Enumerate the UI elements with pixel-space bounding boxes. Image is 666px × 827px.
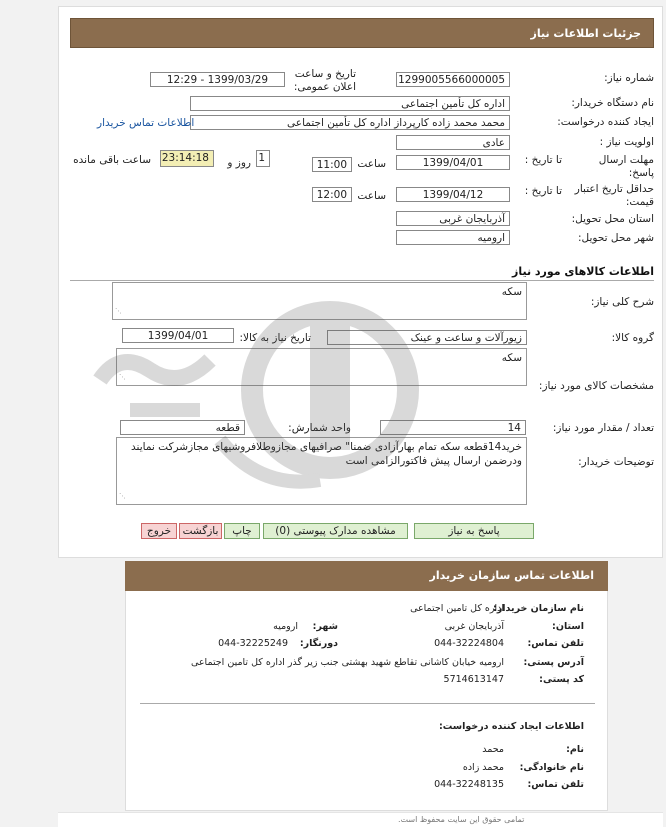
- priority-label: اولویت نیاز :: [599, 136, 654, 148]
- quantity-field: 14: [380, 420, 526, 435]
- summary-text: سکه: [501, 286, 522, 298]
- contact-card: [125, 561, 608, 811]
- address-value: ارومیه خیابان کاشانی تقاطع شهید بهشتی جنب زیر گذر اداره کل تامین اجتماعی: [190, 657, 504, 668]
- validity-time-field: 12:00: [312, 187, 352, 202]
- attachments-button[interactable]: مشاهده مدارک پیوستی (0): [263, 523, 408, 539]
- buyer-org-field: اداره کل تأمین اجتماعی: [190, 96, 510, 111]
- send-time-label: ساعت: [357, 158, 386, 170]
- resize-grip-icon[interactable]: ⋰: [119, 492, 126, 500]
- quantity-label: تعداد / مقدار مورد نیاز:: [552, 422, 654, 434]
- buyer-notes-label: توضیحات خریدار:: [578, 456, 654, 468]
- last-name-value: محمد زاده: [462, 762, 504, 773]
- contact-divider: [140, 703, 595, 704]
- buyer-notes-text: خرید14قطعه سکه تمام بهارآزادی ضمنا" صرافیهای مجازوطلافروشیهای مجازشرکت نمایند ودرضمن ارسال پیش فاکتورالزامی است: [131, 441, 522, 467]
- page-header: جزئیات اطلاعات نیاز: [70, 18, 654, 48]
- goods-group-label: گروه کالا:: [611, 332, 654, 344]
- back-button[interactable]: بازگشت: [179, 523, 222, 539]
- goods-group-field: زیورآلات و ساعت و عینک: [327, 330, 527, 345]
- phone-label: تلفن تماس:: [527, 638, 584, 649]
- specs-text: سکه: [501, 352, 522, 364]
- requester-info-title: اطلاعات ایجاد کننده درخواست:: [438, 721, 584, 732]
- unit-label: واحد شمارش:: [288, 422, 351, 434]
- buyer-org-label: نام دستگاه خریدار:: [571, 97, 654, 109]
- province-value: آذربایجان غربی: [444, 621, 504, 632]
- specs-textarea: [116, 348, 527, 386]
- requester-field: محمد محمد زاده کارپرداز اداره کل تأمین اجتماعی: [190, 115, 510, 130]
- send-deadline-label: مهلت ارسال پاسخ:: [598, 154, 654, 179]
- first-name-label: نام:: [566, 744, 584, 755]
- last-name-label: نام خانوادگی:: [519, 762, 584, 773]
- postal-value: 5714613147: [443, 674, 504, 685]
- fax-value: 044-32225249: [218, 638, 288, 649]
- resize-grip-icon[interactable]: ⋰: [119, 373, 126, 381]
- unit-field: قطعه: [120, 420, 245, 435]
- send-date-field: 1399/04/01: [396, 155, 510, 170]
- need-date-label: تاریخ نیاز به کالا:: [239, 332, 311, 344]
- address-label: آدرس پستی:: [523, 657, 584, 668]
- need-number-label: شماره نیاز:: [604, 72, 654, 84]
- announce-datetime-field: 1399/03/29 - 12:29: [150, 72, 285, 87]
- phone-value: 044-32224804: [434, 638, 504, 649]
- goods-section-title: اطلاعات کالاهای مورد نیاز: [512, 265, 654, 278]
- footer: [58, 812, 663, 827]
- validity-date-field: 1399/04/12: [396, 187, 510, 202]
- summary-textarea: [112, 282, 527, 320]
- city-label: شهر:: [312, 621, 338, 632]
- announce-datetime-label: تاریخ و ساعت اعلان عمومی:: [293, 68, 356, 93]
- req-phone-label: تلفن تماس:: [527, 779, 584, 790]
- copyright-text: تمامی حقوق این سایت محفوظ است.: [398, 815, 525, 824]
- postal-label: کد پستی:: [539, 674, 584, 685]
- first-name-value: محمد: [482, 744, 504, 755]
- summary-label: شرح کلی نیاز:: [590, 296, 654, 308]
- remaining-days-field: 1: [256, 150, 270, 167]
- priority-field: عادی: [396, 135, 510, 150]
- need-number-field: 1299005566000005: [396, 72, 510, 87]
- need-date-field: 1399/04/01: [122, 328, 234, 343]
- respond-button[interactable]: پاسخ به نیاز: [414, 523, 534, 539]
- requester-label: ایجاد کننده درخواست:: [557, 116, 654, 128]
- remaining-clock-field: 23:14:18: [160, 150, 214, 167]
- city-field: ارومیه: [396, 230, 510, 245]
- remaining-days-label: روز و: [227, 157, 251, 169]
- delivery-province-label: استان محل تحویل:: [571, 213, 654, 225]
- buyer-notes-textarea: [116, 437, 527, 505]
- validity-time-label: ساعت: [357, 190, 386, 202]
- until-date-label-2: تا تاریخ :: [524, 185, 562, 197]
- send-time-field: 11:00: [312, 157, 352, 172]
- print-button[interactable]: چاپ: [224, 523, 260, 539]
- req-phone-value: 044-32248135: [434, 779, 504, 790]
- fax-label: دورنگار:: [299, 638, 338, 649]
- province-field: آذربایجان غربی: [396, 211, 510, 226]
- province-label: استان:: [552, 621, 584, 632]
- specs-label: مشخصات کالای مورد نیاز:: [538, 380, 654, 392]
- org-value: اداره کل تامین اجتماعی: [410, 603, 504, 614]
- min-validity-label: حداقل تاریخ اعتبار قیمت:: [574, 183, 654, 208]
- city-value: ارومیه: [273, 621, 298, 632]
- remaining-time-text: ساعت باقی مانده: [73, 154, 151, 166]
- delivery-city-label: شهر محل تحویل:: [578, 232, 654, 244]
- contact-card-header: اطلاعات تماس سازمان خریدار: [125, 561, 608, 591]
- remaining-time-label: [73, 154, 151, 166]
- buyer-contact-link[interactable]: اطلاعات تماس خریدار: [97, 117, 195, 129]
- resize-grip-icon[interactable]: ⋰: [115, 307, 122, 315]
- goods-divider: [70, 280, 654, 281]
- org-label: نام سازمان خریدار:: [493, 603, 584, 614]
- until-date-label-1: تا تاریخ :: [524, 154, 562, 166]
- exit-button[interactable]: خروج: [141, 523, 177, 539]
